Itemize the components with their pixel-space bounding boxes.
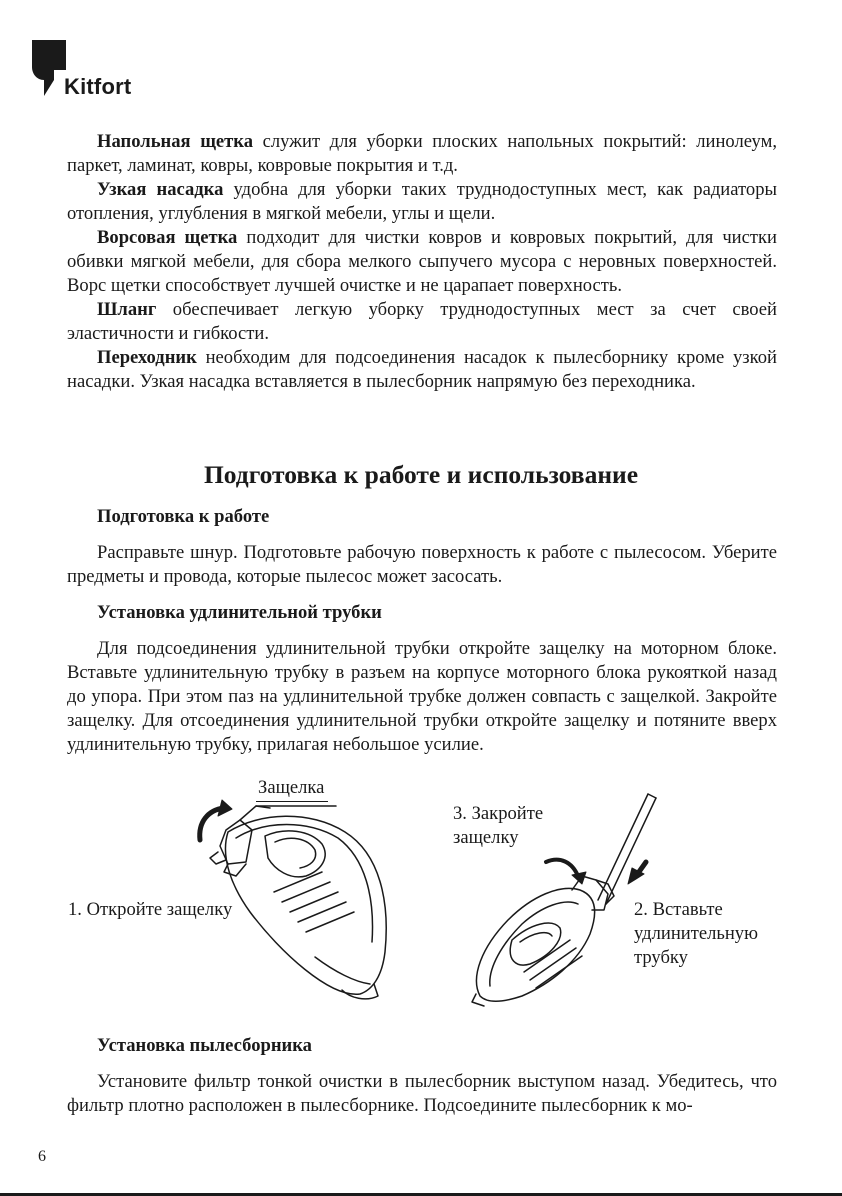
term: Переходник xyxy=(97,347,197,368)
subheading-dust-container: Установка пылесборника xyxy=(97,1035,312,1056)
subheading-prep: Подготовка к работе xyxy=(97,506,270,527)
description: служит для уборки плоских напольных покрытий: линолеум, паркет, ламинат, ковры, ковровые покрытия и т.д. xyxy=(67,131,777,176)
installation-figure xyxy=(60,772,800,1024)
kitfort-logo-mark-icon xyxy=(32,40,66,96)
step-3-label: 3. Закройте защелку xyxy=(453,803,544,848)
term: Ворсовая щетка xyxy=(97,227,238,248)
brand-name: Kitfort xyxy=(64,74,132,99)
tube-paragraph: Для подсоединения удлинительной трубки откройте защелку на моторном блоке. Вставьте удлинительную трубку в разъем на корпусе моторного блока рукояткой назад до упора. При этом паз на удлинительной трубке должен совпасть с защелкой. Закройте защелку. Для отсоединения удлинительной трубки откройте защелку и потяните вверх удлинительную трубку, прилагая небольшое усилие. xyxy=(67,638,777,755)
accessory-bristle-brush xyxy=(67,226,777,298)
description: подходит для чистки ковров и ковровых покрытий, для чистки обивки мягкой мебели, для сбора мелкого сыпучего мусора с неровных поверхностей. Ворс щетки способствует лучшей очистке и не царапает поверхность. xyxy=(67,227,777,296)
page-number: 6 xyxy=(38,1148,46,1165)
step-2-label: 2. Вставьте удлинительную трубку xyxy=(634,899,758,968)
accessory-floor-brush xyxy=(67,130,777,178)
latch-label: Защелка xyxy=(256,776,328,802)
accessory-crevice-nozzle xyxy=(67,178,777,226)
term: Напольная щетка xyxy=(97,131,254,152)
description: необходим для подсоединения насадок к пылесборнику кроме узкой насадки. Узкая насадка вставляется в пылесборник напрямую без переходника. xyxy=(67,347,777,392)
description: удобна для уборки таких труднодоступных мест, как радиаторы отопления, углубления в мягкой мебели, углы и щели. xyxy=(67,179,777,224)
term: Узкая насадка xyxy=(97,179,224,200)
description: обеспечивает легкую уборку труднодоступных мест за счет своей эластичности и гибкости. xyxy=(67,299,777,344)
section-title: Подготовка к работе и использование xyxy=(203,460,639,489)
kitfort-logo xyxy=(32,40,152,100)
subheading-tube: Установка удлинительной трубки xyxy=(97,602,382,623)
step-1-label: 1. Откройте защелку xyxy=(68,899,233,920)
accessory-hose xyxy=(67,298,777,346)
dust-container-paragraph: Установите фильтр тонкой очистки в пылесборник выступом назад. Убедитесь, что фильтр плотно расположен в пылесборнике. Подсоедините пылесборник к мо- xyxy=(67,1071,777,1116)
accessory-adapter xyxy=(67,346,777,394)
term: Шланг xyxy=(97,299,157,320)
prep-paragraph: Расправьте шнур. Подготовьте рабочую поверхность к работе с пылесосом. Уберите предметы и провода, которые пылесос может засосать. xyxy=(67,542,777,587)
